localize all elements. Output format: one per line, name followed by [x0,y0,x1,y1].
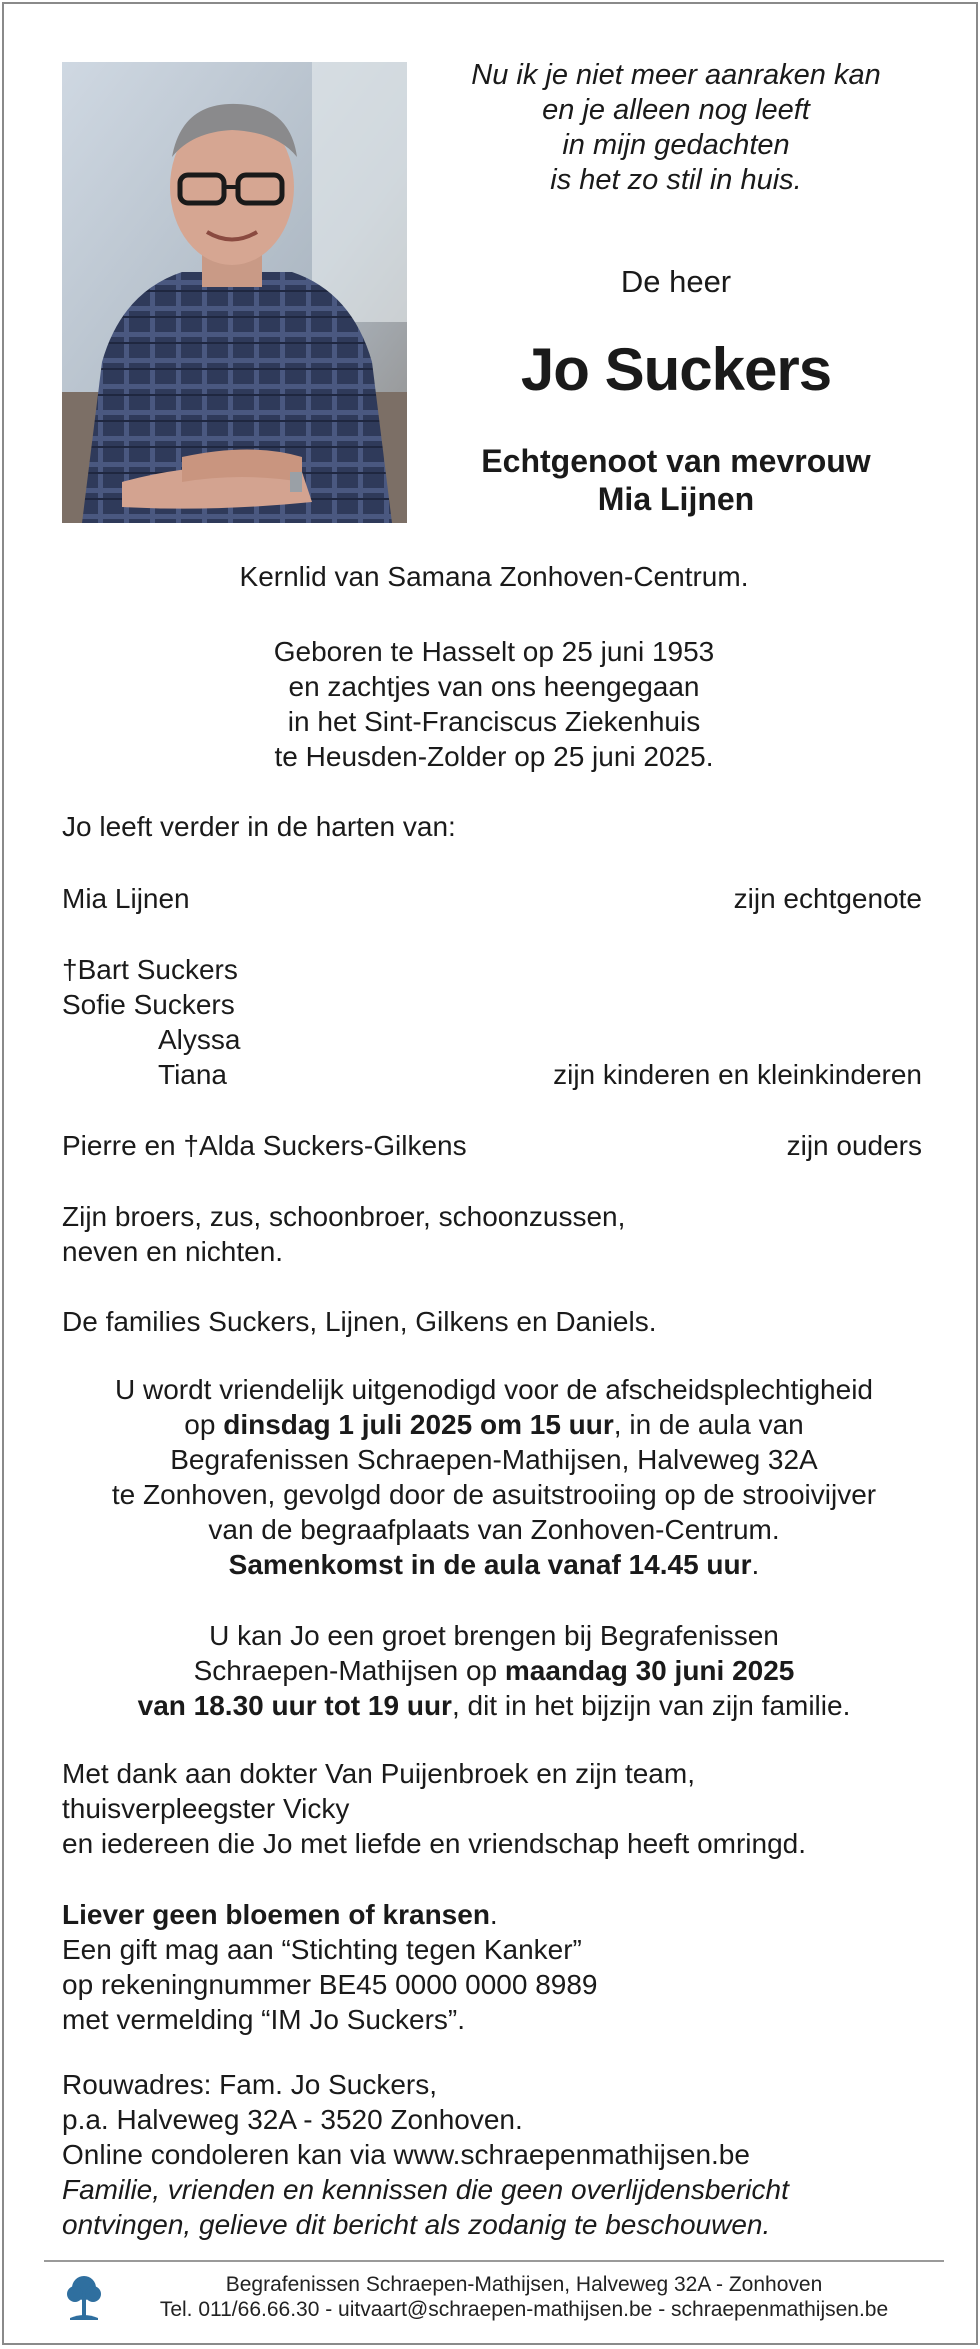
membership-text [24,559,964,594]
gift-text-span: . [489,1899,498,1930]
poem-line: is het zo stil in huis. [550,164,802,196]
relative-name: Tiana [158,1059,228,1090]
visit-text: , dit in het bijzijn van zijn familie. [451,1690,851,1721]
footer-address: Begrafenissen Schraepen-Mathijsen, Halveweg 32A - Zonhoven [225,2273,823,2296]
birth-death-text [24,634,964,774]
thanks-line: en iedereen die Jo met liefde en vriendschap heeft omringd. [62,1828,807,1859]
relative-row-child [62,987,922,1022]
invite-line [24,1407,964,1442]
survivors-intro [62,809,932,844]
funeral-home-footer [104,2272,944,2322]
invite-text: op [184,1409,224,1440]
deceased-name: Jo Suckers [520,336,832,403]
invite-line: te Zonhoven, gevolgd door de asuitstrooiing op de strooivijver [111,1479,877,1510]
relative-role: zijn echtgenote [733,883,922,914]
poem-line: in mijn gedachten [562,129,790,161]
poem [434,58,918,198]
invite-text: , in de aula van [613,1409,804,1440]
visit-line [24,1688,964,1723]
relative-name: Alyssa [158,1024,241,1055]
families-line: De families Suckers, Lijnen, Gilkens en Daniels. [62,1306,657,1337]
gift-line: op rekeningnummer BE45 0000 0000 8989 [62,1969,598,2000]
families-text [62,1304,932,1339]
poem-line: en je alleen nog leeft [542,94,810,126]
birth-line: te Heusden-Zolder op 25 juni 2025. [274,741,714,772]
gift-line [62,1897,932,1932]
condolence-line: Online condoleren kan via www.schraepenmathijsen.be [62,2139,750,2170]
relative-row-grandchild [62,1057,922,1092]
relative-name: Sofie Suckers [62,989,235,1020]
footer-divider [44,2260,944,2262]
spouse-line: Echtgenoot van mevrouw [481,443,871,479]
siblings-text [62,1199,932,1269]
invite-line: Begrafenissen Schraepen-Mathijsen, Halveweg 32A [170,1444,818,1475]
intro-line: Jo leeft verder in de harten van: [62,811,456,842]
relative-role: zijn ouders [786,1130,922,1161]
relative-name: Mia Lijnen [62,883,190,914]
thanks-line: Met dank aan dokter Van Puijenbroek en zijn team, [62,1758,695,1789]
invite-line [24,1547,964,1582]
siblings-line: Zijn broers, zus, schoonbroer, schoonzussen, [62,1201,626,1232]
address-line: Rouwadres: Fam. Jo Suckers, [62,2069,438,2100]
spouse-heading [434,442,918,518]
visit-hours: van 18.30 uur tot 19 uur [137,1690,452,1721]
ceremony-datetime: dinsdag 1 juli 2025 om 15 uur [223,1409,614,1440]
notice-line: Familie, vrienden en kennissen die geen overlijdensbericht [62,2174,789,2205]
gathering-time: Samenkomst in de aula vanaf 14.45 uur [228,1549,752,1580]
visit-line: U kan Jo een groet brengen bij Begrafenissen [209,1620,779,1651]
notice-line: ontvingen, gelieve dit bericht als zodanig te beschouwen. [62,2209,771,2240]
birth-line: en zachtjes van ons heengegaan [288,671,700,702]
visitation-text [24,1618,964,1723]
no-flowers-notice: Liever geen bloemen of kransen [62,1899,490,1930]
obituary-card [2,2,978,2345]
thanks-text [62,1756,932,1861]
address-line: p.a. Halveweg 32A - 3520 Zonhoven. [62,2104,523,2135]
thanks-line: thuisverpleegster Vicky [62,1793,350,1824]
birth-line: in het Sint-Franciscus Ziekenhuis [287,706,701,737]
invite-text: . [751,1549,760,1580]
footer-contact: Tel. 011/66.66.30 - uitvaart@schraepen-mathijsen.be - schraepenmathijsen.be [159,2298,889,2321]
honorific: De heer [620,264,732,299]
gift-line: met vermelding “IM Jo Suckers”. [62,2004,465,2035]
relative-row-parents [62,1128,922,1163]
relative-row-grandchild [62,1022,922,1057]
visit-line [24,1653,964,1688]
siblings-line: neven en nichten. [62,1236,284,1267]
portrait-image [62,62,407,523]
tree-logo-icon [64,2272,104,2322]
invite-line: van de begraafplaats van Zonhoven-Centrum. [208,1514,780,1545]
mourning-address [62,2067,932,2242]
relative-row-child [62,952,922,987]
visit-date: maandag 30 juni 2025 [504,1655,795,1686]
membership-line: Kernlid van Samana Zonhoven-Centrum. [239,561,749,592]
relative-name: Pierre en †Alda Suckers-Gilkens [62,1130,467,1161]
gift-text [62,1897,932,2037]
relative-row-spouse [62,881,922,916]
portrait-photo [62,62,407,523]
spouse-line: Mia Lijnen [597,481,755,517]
visit-text: Schraepen-Mathijsen op [193,1655,505,1686]
poem-line: Nu ik je niet meer aanraken kan [471,59,881,91]
ceremony-invitation [24,1372,964,1582]
relative-name: †Bart Suckers [62,954,238,985]
gift-line: Een gift mag aan “Stichting tegen Kanker” [62,1934,582,1965]
relative-role: zijn kinderen en kleinkinderen [553,1059,922,1090]
invite-line: U wordt vriendelijk uitgenodigd voor de afscheidsplechtigheid [114,1374,873,1405]
birth-line: Geboren te Hasselt op 25 juni 1953 [273,636,715,667]
